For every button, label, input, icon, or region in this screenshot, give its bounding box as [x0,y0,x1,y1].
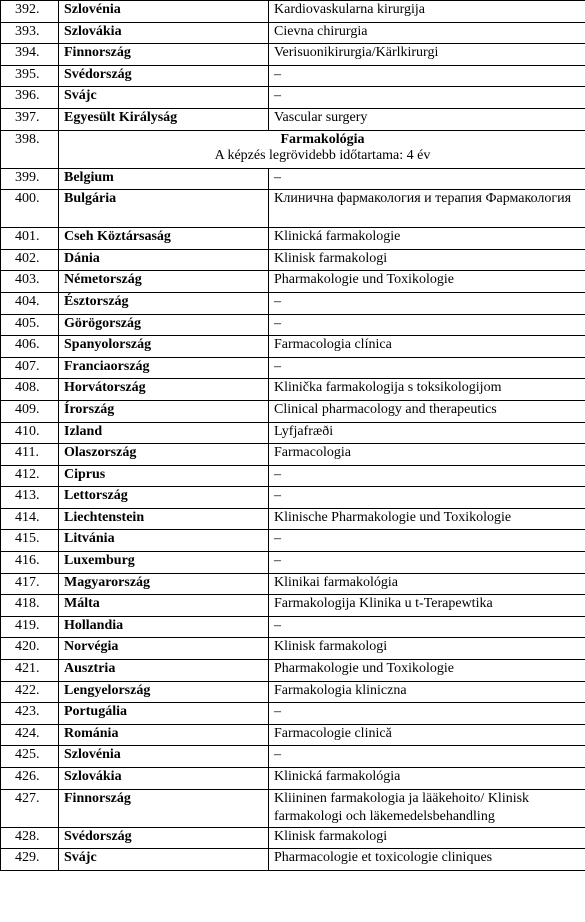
specialty-title: Lyfjafræði [269,422,585,444]
row-number: 395. [1,65,59,87]
specialty-title: Kliininen farmakologia ja lääkehoito/ Klinisk farmakologi och läkemedelsbehandling [269,789,585,827]
row-number: 404. [1,292,59,314]
specialty-title: Clinical pharmacology and therapeutics [269,400,585,422]
country-name: Franciaország [59,357,269,379]
table-row [1,530,585,552]
specialty-title: – [269,65,585,87]
specialty-title: Klinická farmakologie [269,228,585,250]
row-number: 412. [1,465,59,487]
row-number: 409. [1,400,59,422]
specialty-title: – [269,292,585,314]
table-row [1,746,585,768]
row-number: 417. [1,573,59,595]
row-number: 402. [1,249,59,271]
country-name: Svédország [59,65,269,87]
specialty-title: – [269,465,585,487]
table-row [1,314,585,336]
table-row [1,789,585,827]
row-number: 416. [1,552,59,574]
table-row [1,168,585,190]
country-name: Szlovénia [59,746,269,768]
specialty-title: Klinička farmakologija s toksikologijom [269,379,585,401]
country-name: Szlovénia [59,1,269,23]
country-name: Belgium [59,168,269,190]
table-row [1,249,585,271]
specialty-title: Klinikai farmakológia [269,573,585,595]
row-number: 403. [1,271,59,293]
row-number: 414. [1,508,59,530]
table-row [1,465,585,487]
row-number: 411. [1,444,59,466]
specialty-title: – [269,487,585,509]
section-header-body [1,130,585,168]
table-row [1,681,585,703]
specialty-title: Vascular surgery [269,108,585,130]
row-number: 407. [1,357,59,379]
country-name: Lengyelország [59,681,269,703]
country-name: Ciprus [59,465,269,487]
country-name: Málta [59,595,269,617]
country-name: Dánia [59,249,269,271]
row-number: 394. [1,44,59,66]
table-row [1,595,585,617]
table-body-top [1,1,585,131]
row-number: 397. [1,108,59,130]
row-number: 427. [1,789,59,827]
table-row [1,292,585,314]
specialty-title: – [269,168,585,190]
specialty-title: – [269,314,585,336]
country-name: Írország [59,400,269,422]
row-number: 424. [1,724,59,746]
country-name: Liechtenstein [59,508,269,530]
table-row [1,271,585,293]
country-name: Finnország [59,789,269,827]
country-name: Hollandia [59,616,269,638]
country-name: Magyarország [59,573,269,595]
row-number: 419. [1,616,59,638]
country-name: Izland [59,422,269,444]
table-row [1,400,585,422]
specialty-title: Klinisk farmakologi [269,249,585,271]
row-number: 396. [1,87,59,109]
table-row [1,724,585,746]
row-number: 405. [1,314,59,336]
country-name: Bulgária [59,190,269,228]
country-name: Portugália [59,703,269,725]
table-row [1,552,585,574]
country-name: Svájc [59,87,269,109]
country-name: Lettország [59,487,269,509]
row-number: 410. [1,422,59,444]
table-row [1,1,585,23]
row-number: 415. [1,530,59,552]
specialty-title: – [269,552,585,574]
country-name: Svédország [59,827,269,849]
specialty-title: Klinisk farmakologi [269,638,585,660]
table-row [1,228,585,250]
specialty-title: – [269,357,585,379]
row-number: 428. [1,827,59,849]
specialty-title: Klinická farmakológia [269,768,585,790]
table-row [1,573,585,595]
table-row [1,336,585,358]
row-number: 393. [1,22,59,44]
row-number: 406. [1,336,59,358]
country-name: Ausztria [59,660,269,682]
country-name: Norvégia [59,638,269,660]
country-name: Litvánia [59,530,269,552]
country-name: Finnország [59,44,269,66]
specialty-title: Klinisk farmakologi [269,827,585,849]
row-number: 400. [1,190,59,228]
specialty-title: – [269,87,585,109]
row-number: 401. [1,228,59,250]
specialty-title: Verisuonikirurgia/Kärlkirurgi [269,44,585,66]
table-row [1,190,585,228]
table-row [1,357,585,379]
row-number: 421. [1,660,59,682]
specialty-title: Pharmakologie und Toxikologie [269,271,585,293]
table-row [1,87,585,109]
section-header-row [1,130,585,168]
specialty-title: Farmacologia [269,444,585,466]
row-number: 418. [1,595,59,617]
table-row [1,379,585,401]
table-row [1,638,585,660]
country-name: Románia [59,724,269,746]
specialty-title: – [269,703,585,725]
specialty-title: Klinische Pharmakologie und Toxikologie [269,508,585,530]
country-name: Luxemburg [59,552,269,574]
table-row [1,616,585,638]
table-row [1,422,585,444]
table-row [1,703,585,725]
country-name: Horvátország [59,379,269,401]
row-number: 413. [1,487,59,509]
country-name: Olaszország [59,444,269,466]
section-duration: A képzés legrövidebb időtartama: 4 év [214,147,431,163]
country-name: Észtország [59,292,269,314]
row-number: 408. [1,379,59,401]
specialty-title: Клинична фармакология и терапия Фармакология [269,190,585,228]
specialty-title: Pharmacologie et toxicologie cliniques [269,849,585,871]
row-number: 429. [1,849,59,871]
row-number: 399. [1,168,59,190]
table-row [1,487,585,509]
table-body-bottom [1,168,585,870]
row-number: 423. [1,703,59,725]
country-name: Szlovákia [59,22,269,44]
specialty-title: Farmacologia clínica [269,336,585,358]
country-name: Görögország [59,314,269,336]
section-name: Farmakológia [280,131,365,147]
country-name: Szlovákia [59,768,269,790]
country-name: Spanyolország [59,336,269,358]
table-row [1,108,585,130]
country-name: Cseh Köztársaság [59,228,269,250]
row-number: 422. [1,681,59,703]
country-name: Németország [59,271,269,293]
specialty-title: Cievna chirurgia [269,22,585,44]
row-number: 420. [1,638,59,660]
country-name: Svájc [59,849,269,871]
specialty-title: Farmakologija Klinika u t-Terapewtika [269,595,585,617]
row-number: 392. [1,1,59,23]
country-name: Egyesült Királyság [59,108,269,130]
table-row [1,508,585,530]
table-row [1,44,585,66]
table-row [1,849,585,871]
specialty-title: Kardiovaskularna kirurgija [269,1,585,23]
specialty-title: Farmacologie clinică [269,724,585,746]
table-row [1,65,585,87]
table-row [1,768,585,790]
table-row [1,660,585,682]
section-number: 398. [1,130,59,168]
section-heading [59,130,585,168]
row-number: 426. [1,768,59,790]
row-number: 425. [1,746,59,768]
specialty-title: – [269,530,585,552]
table-row [1,22,585,44]
specialty-title: Pharmakologie und Toxikologie [269,660,585,682]
table-row [1,444,585,466]
specialty-title: – [269,616,585,638]
table-row [1,827,585,849]
specialty-title: Farmakologia kliniczna [269,681,585,703]
specialty-title: – [269,746,585,768]
